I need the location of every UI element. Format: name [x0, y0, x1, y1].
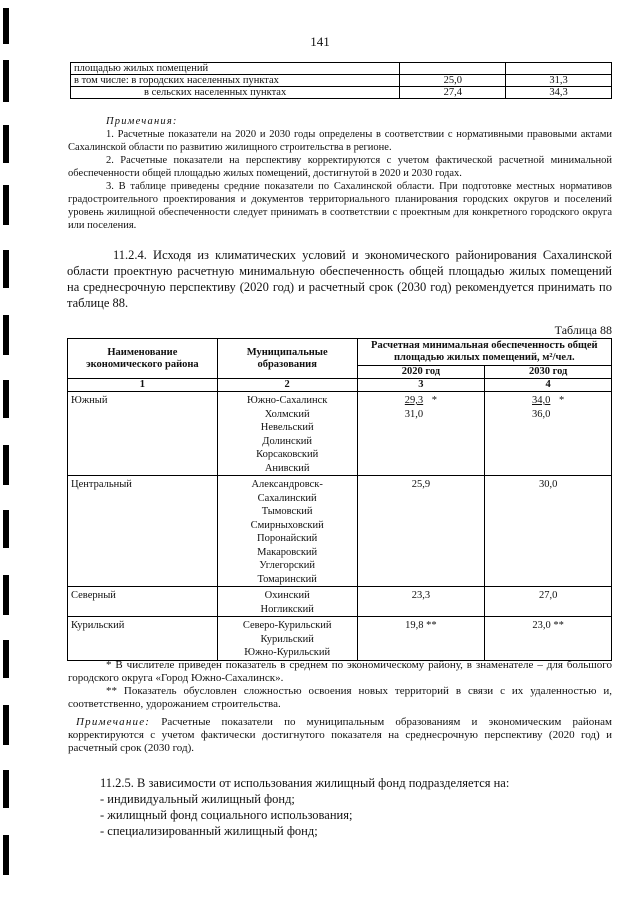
value-2020: 19,8 **: [357, 617, 485, 661]
page-number: 141: [310, 34, 330, 49]
value-2030: 27,0: [485, 587, 612, 617]
list-item: - специализированный жилищный фонд;: [100, 824, 318, 838]
municipality: Северо-Курильский: [242, 620, 332, 631]
col-number: 3: [357, 379, 485, 392]
continuation-table: [70, 62, 612, 99]
footnote-mark: *: [559, 395, 565, 406]
table-row: [68, 617, 612, 661]
value-2020: 27,4: [400, 87, 506, 99]
municipality: Невельский: [260, 422, 314, 433]
value-2020: 25,0: [400, 75, 506, 87]
value-2030: 31,3: [506, 75, 612, 87]
header-2020: 2020 год: [357, 366, 485, 379]
paragraph-11-2-5: 11.2.5. В зависимости от использования жилищный фонд подразделяется на:: [100, 776, 510, 790]
municipality: Долинский: [262, 435, 313, 447]
col-number: 1: [68, 379, 218, 392]
municipality-list: [217, 617, 357, 661]
region-name: Северный: [68, 587, 218, 617]
table-88: [67, 338, 612, 661]
municipality: Смирныховский: [250, 519, 324, 531]
municipality-list: [217, 587, 357, 617]
note-item: 3. В таблице приведены средние показатели по Сахалинской области. При подготовке местных нормативов градостроительного проектирования и документов территориального планирования городских округов и поселений уровень жилищной обеспеченности следует принимать в соответствии с проектным для конкретного городского округа или поселения.: [68, 181, 612, 231]
municipality: Охинский: [264, 590, 310, 601]
table-row: [71, 87, 612, 99]
table-caption: Таблица 88: [554, 323, 612, 337]
notes-title: Примечания:: [106, 116, 178, 127]
municipality-list: [217, 476, 357, 587]
value-2020: [400, 63, 506, 75]
note-2-title: Примечание:: [76, 716, 151, 728]
value-2030: 34,3: [506, 87, 612, 99]
municipality: Томаринский: [257, 573, 317, 585]
municipality: Южно-Курильский: [244, 647, 331, 658]
row-label: площадью жилых помещений: [71, 63, 400, 75]
fraction: [405, 394, 423, 421]
municipality: Макаровский: [257, 546, 318, 558]
header-municipal: Муниципальные образования: [217, 339, 357, 379]
header-row: [68, 339, 612, 366]
list-item: - жилищный фонд социального использования;: [100, 808, 353, 822]
municipality: Александровск-: [251, 479, 323, 490]
municipality: Корсаковский: [256, 449, 319, 460]
municipality: Тымовский: [261, 506, 313, 517]
numerator: 29,3: [404, 395, 424, 406]
paragraph-11-2-4: 11.2.4. Исходя из климатических условий и экономического районирования Сахалинской области проектную расчетную минимальную обеспеченность общей площадью жилых помещений на среднесрочную перспективу (2020 год) и расчетный срок (2030 год) рекомендуется принимать по таблице 88.: [67, 248, 612, 310]
municipality: Углегорский: [259, 560, 316, 571]
numerator: 34,0: [532, 395, 551, 406]
notes-block: [68, 115, 612, 232]
list-item: - индивидуальный жилищный фонд;: [100, 792, 295, 806]
note-item: 1. Расчетные показатели на 2020 и 2030 годы определены в соответствии с нормативными правовыми актами Сахалинской области по развитию жилищного строительства в регионе.: [68, 129, 612, 153]
region-name: Южный: [68, 392, 218, 476]
row-label: в сельских населенных пунктах: [71, 87, 400, 99]
value-2030: [506, 63, 612, 75]
value-2020: 25,9: [357, 476, 485, 587]
denominator: 36,0: [532, 408, 551, 420]
value-2020: 23,3: [357, 587, 485, 617]
value-2030: 30,0: [485, 476, 612, 587]
column-number-row: [68, 379, 612, 392]
region-name: Центральный: [68, 476, 218, 587]
header-region: Наименование экономического района: [68, 339, 218, 379]
fund-type-list: [100, 791, 352, 839]
footnote: * В числителе приведен показатель в среднем по экономическому району, в знаменателе – для большого городского округа «Город Южно-Сахалинск».: [68, 659, 612, 684]
municipality: Холмский: [264, 408, 310, 420]
footnote: ** Показатель обусловлен сложностью освоения новых территорий в связи с их удаленностью и, соответственно, удорожанием строительства.: [68, 685, 612, 710]
value-2030: 23,0 **: [485, 617, 612, 661]
municipality-list: [217, 392, 357, 476]
municipality: Анивский: [264, 462, 310, 474]
value-2030: [485, 392, 612, 476]
note-item: 2. Расчетные показатели на перспективу корректируются с учетом фактической расчетной минимальной обеспеченности общей площадью жилых помещений, достигнутой в 2020 и 2030 годах.: [68, 155, 612, 179]
table-row: [68, 587, 612, 617]
fraction: [532, 394, 550, 421]
header-group: Расчетная минимальная обеспеченность общей площадью жилых помещений, м²/чел.: [357, 339, 611, 366]
col-number: 4: [485, 379, 612, 392]
footnotes: [68, 659, 612, 711]
municipality: Курильский: [260, 633, 314, 645]
municipality: Ногликский: [260, 603, 314, 615]
note-2-text: Расчетные показатели по муниципальным образованиям и экономическим районам корректируются с учетом фактически достигнутого показателя на среднесрочную перспективу (2020 год) и расчетный срок (2030 год).: [68, 716, 612, 754]
municipality: Поронайский: [257, 533, 318, 544]
table-row: [71, 63, 612, 75]
table-row: [68, 476, 612, 587]
value-2020: [357, 392, 485, 476]
col-number: 2: [217, 379, 357, 392]
municipality: Южно-Сахалинск: [247, 395, 328, 406]
row-label: в том числе: в городских населенных пунктах: [71, 75, 400, 87]
municipality: Сахалинский: [257, 492, 317, 504]
table-row: [68, 392, 612, 476]
denominator: 31,0: [404, 408, 424, 420]
table-row: [71, 75, 612, 87]
region-name: Курильский: [68, 617, 218, 661]
footnote-mark: *: [431, 395, 438, 406]
note-2: [68, 716, 612, 755]
header-2030: 2030 год: [485, 366, 612, 379]
